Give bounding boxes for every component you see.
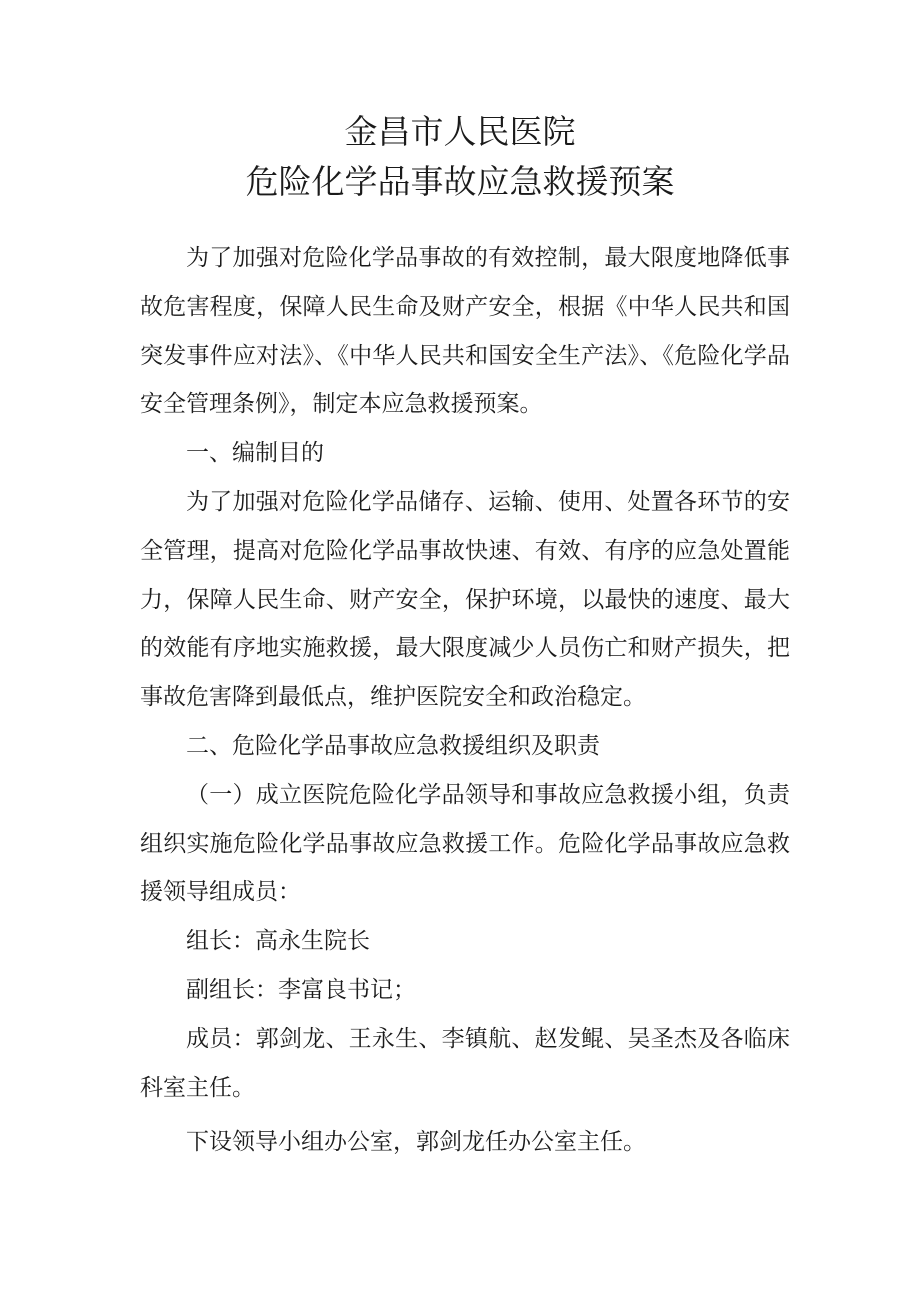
- section-heading-organization: 二、危险化学品事故应急救援组织及职责: [186, 732, 600, 759]
- document-body: [140, 234, 790, 1167]
- paragraph-deputy-leader: 副组长：李富良书记；: [186, 976, 416, 1003]
- document-title-hospital: 金昌市人民医院: [344, 112, 576, 151]
- section-heading-purpose: 一、编制目的: [186, 440, 324, 467]
- paragraph-intro: 为了加强对危险化学品事故的有效控制，最大限度地降低事故危害程度，保障人民生命及财产安全，根据《中华人民共和国突发事件应对法》、《中华人民共和国安全生产法》、《危险化学品安全管理条例》，制定本应急救援预案。: [140, 245, 790, 418]
- document-title-plan: 危险化学品事故应急救援预案: [245, 162, 675, 201]
- paragraph-organization: （一）成立医院危险化学品领导和事故应急救援小组，负责组织实施危险化学品事故应急救援工作。危险化学品事故应急救援领导组成员：: [140, 781, 790, 906]
- paragraph-members: 成员：郭剑龙、王永生、李镇航、赵发鲲、吴圣杰及各临床科室主任。: [140, 1025, 790, 1101]
- paragraph-purpose: 为了加强对危险化学品储存、运输、使用、处置各环节的安全管理，提高对危险化学品事故快速、有效、有序的应急处置能力，保障人民生命、财产安全，保护环境，以最快的速度、最大的效能有序地实施救援，最大限度减少人员伤亡和财产损失，把事故危害降到最低点，维护医院安全和政治稳定。: [140, 488, 790, 711]
- paragraph-leader: 组长：高永生院长: [186, 928, 370, 955]
- paragraph-office: 下设领导小组办公室，郭剑龙任办公室主任。: [186, 1129, 646, 1156]
